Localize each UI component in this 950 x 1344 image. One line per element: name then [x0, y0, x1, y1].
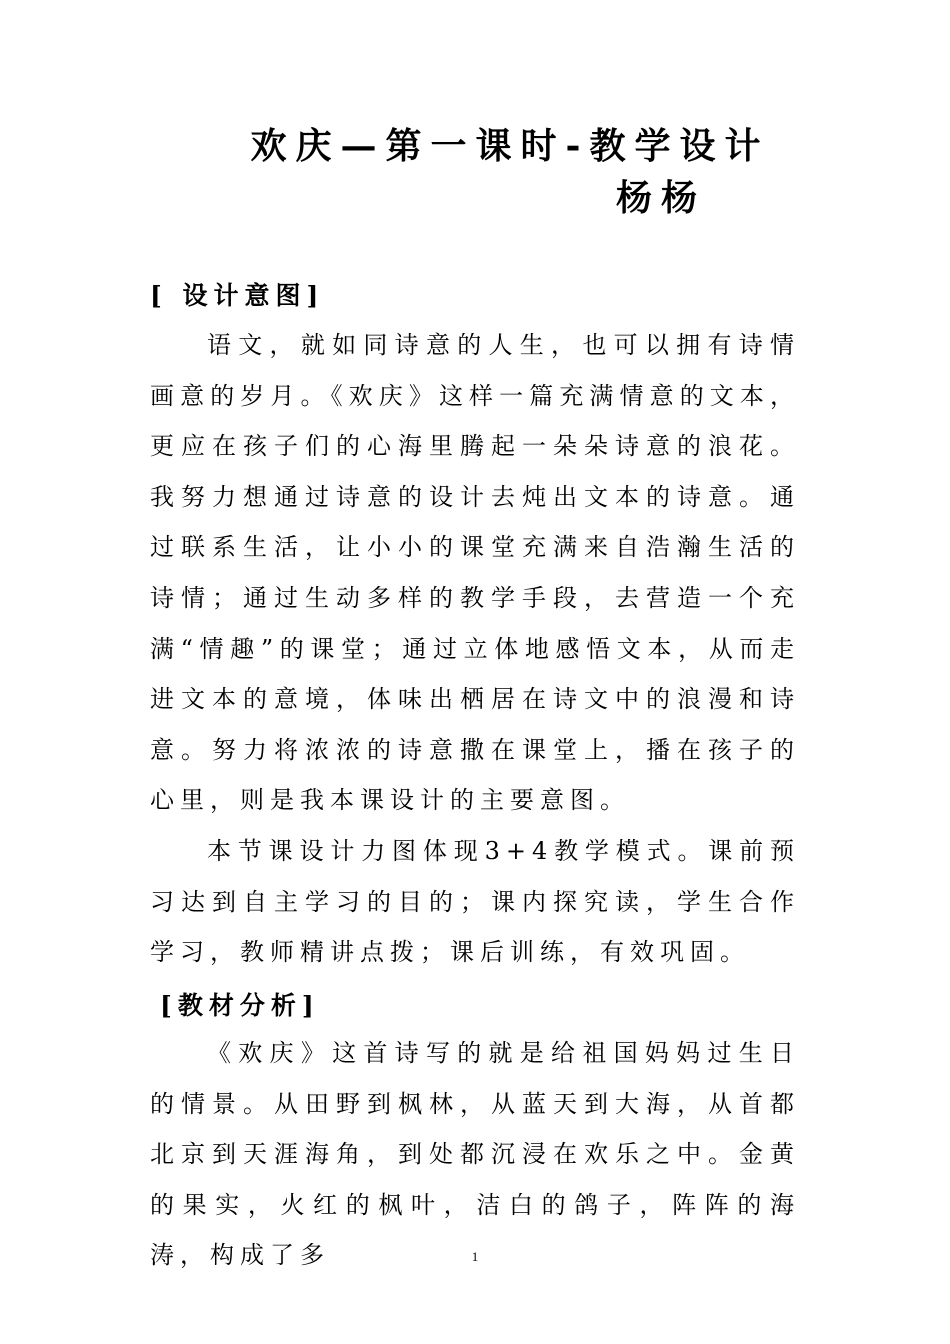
paragraph-design-intent-1: 语文，就如同诗意的人生，也可以拥有诗情画意的岁月。《欢庆》这样一篇充满情意的文本，更应在孩子们的心海里腾起一朵朵诗意的浪花。我努力想通过诗意的设计去炖出文本的诗意。通过联系生活，让小小的课堂充满来自浩瀚生活的诗情；通过生动多样的教学手段，去营造一个充满“情趣”的课堂；通过立体地感悟文本，从而走进文本的意境，体味出栖居在诗文中的浪漫和诗意。努力将浓浓的诗意撒在课堂上，播在孩子的心里，则是我本课设计的主要意图。: [150, 331, 800, 815]
document-title: 欢庆—第一课时-教学设计: [250, 125, 770, 167]
section-heading-textbook-analysis: [教材分析]: [160, 991, 320, 1020]
paragraph-textbook-analysis-1: 《欢庆》这首诗写的就是给祖国妈妈过生日的情景。从田野到枫林，从蓝天到大海，从首都北京到天涯海角，到处都沉浸在欢乐之中。金黄的果实，火红的枫叶，洁白的鸽子，阵阵的海涛，构成了多: [150, 1039, 800, 1270]
author-name: 杨杨: [616, 177, 707, 219]
page-number: 1: [471, 1249, 479, 1264]
section-heading-design-intent: [ 设计意图]: [150, 281, 325, 310]
paragraph-design-intent-2: 本节课设计力图体现3+4教学模式。课前预习达到自主学习的目的；课内探究读，学生合作学习，教师精讲点拨；课后训练，有效巩固。: [150, 837, 800, 967]
